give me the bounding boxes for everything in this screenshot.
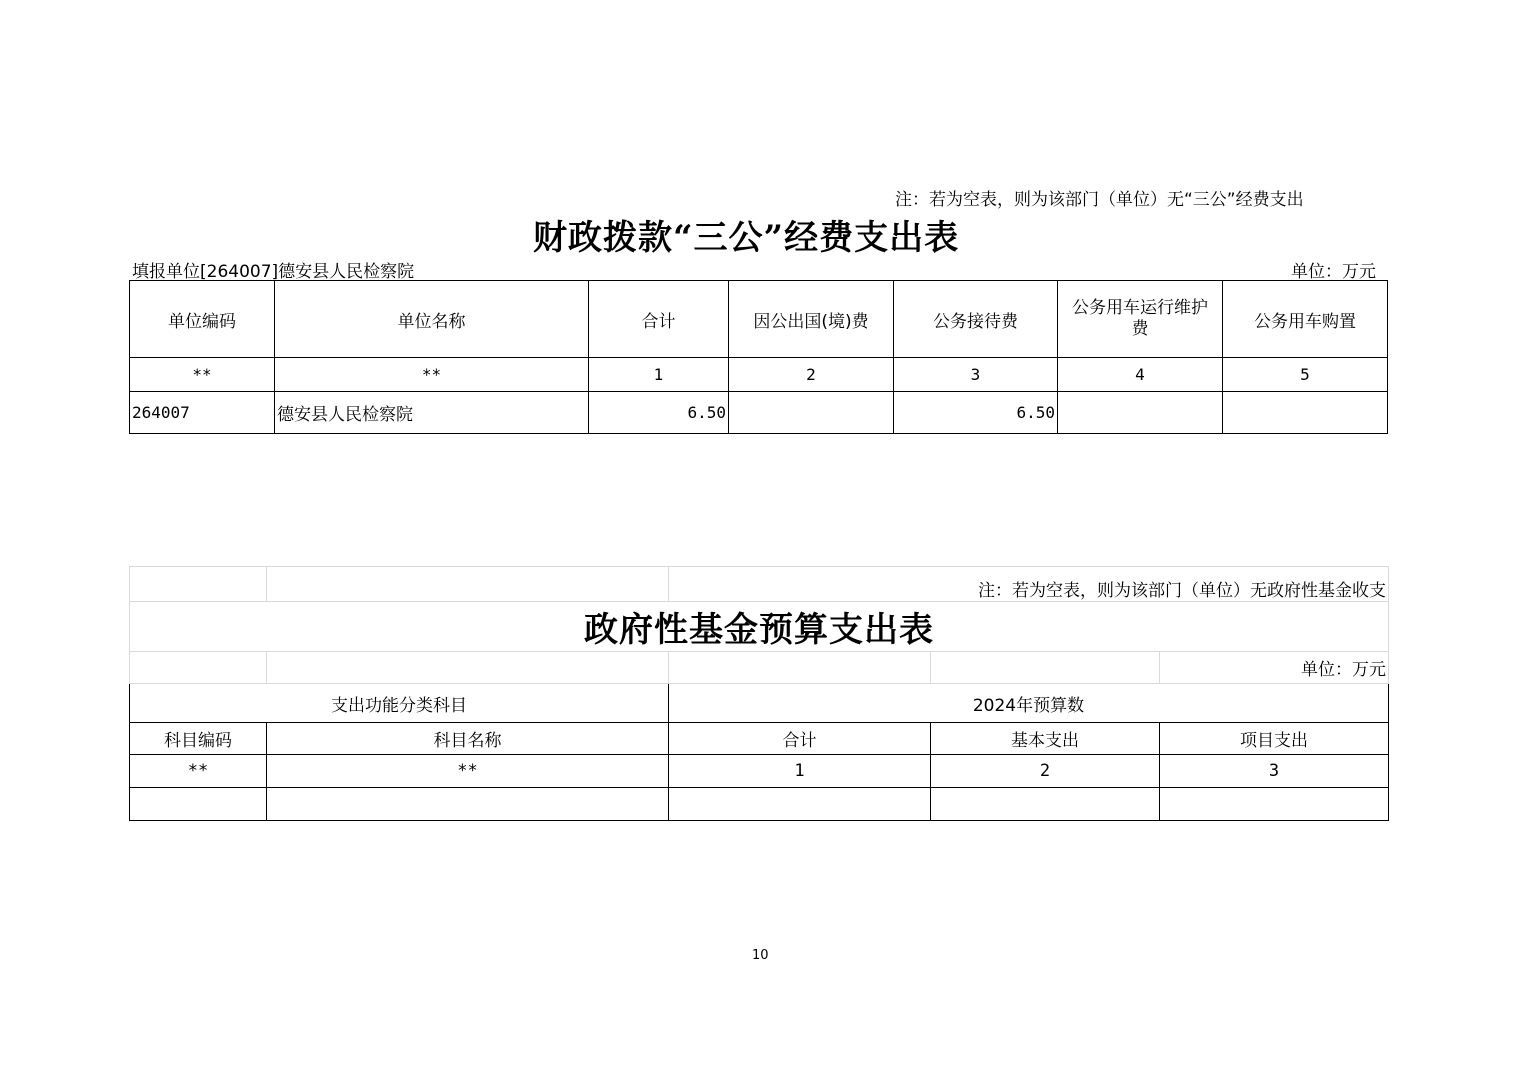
- table1-note: 注：若为空表，则为该部门（单位）无“三公”经费支出: [895, 190, 1304, 210]
- table1-unit: 单位：万元: [1291, 262, 1376, 282]
- header-cell: 公务接待费: [894, 281, 1058, 358]
- header-cell: 科目编码: [130, 723, 267, 755]
- table2-note-row: [130, 567, 1389, 602]
- index-cell: **: [130, 358, 275, 392]
- vehicle-operation-cell: [1058, 392, 1223, 434]
- table1-fill-unit: 填报单位[264007]德安县人民检察院: [132, 262, 415, 282]
- index-cell: 2: [931, 755, 1160, 788]
- index-cell: 1: [589, 358, 729, 392]
- table2-unit: 单位：万元: [1160, 652, 1389, 684]
- group-header-cell: 2024年预算数: [669, 684, 1389, 723]
- table2-unit-row: [130, 652, 1389, 684]
- index-cell: 1: [669, 755, 931, 788]
- table2-title: 政府性基金预算支出表: [130, 602, 1389, 652]
- subject-code-cell: [130, 788, 267, 821]
- total-cell: [669, 788, 931, 821]
- table2: [129, 566, 1389, 821]
- header-cell: 公务用车运行维护费: [1058, 281, 1223, 358]
- table2-note: 注：若为空表，则为该部门（单位）无政府性基金收支: [669, 567, 1389, 602]
- table1-header-row: [130, 281, 1388, 358]
- header-cell: 因公出国(境)费: [729, 281, 894, 358]
- index-cell: 2: [729, 358, 894, 392]
- header-cell: 单位名称: [275, 281, 589, 358]
- group-header-cell: 支出功能分类科目: [130, 684, 669, 723]
- reception-cell: 6.50: [894, 392, 1058, 434]
- header-cell: 合计: [589, 281, 729, 358]
- project-expense-cell: [1160, 788, 1389, 821]
- table1-title: 财政拨款“三公”经费支出表: [533, 218, 960, 258]
- page-number: 10: [752, 948, 769, 963]
- index-cell: 4: [1058, 358, 1223, 392]
- header-cell: 公务用车购置: [1223, 281, 1388, 358]
- index-cell: 3: [894, 358, 1058, 392]
- header-cell: 基本支出: [931, 723, 1160, 755]
- index-cell: 5: [1223, 358, 1388, 392]
- header-cell: 合计: [669, 723, 931, 755]
- unit-name-cell: 德安县人民检察院: [275, 392, 589, 434]
- table2-title-row: [130, 602, 1389, 652]
- index-cell: **: [267, 755, 669, 788]
- table1: [129, 280, 1388, 434]
- basic-expense-cell: [931, 788, 1160, 821]
- index-cell: 3: [1160, 755, 1389, 788]
- table1-index-row: [130, 358, 1388, 392]
- table2-index-row: [130, 755, 1389, 788]
- subject-name-cell: [267, 788, 669, 821]
- total-cell: 6.50: [589, 392, 729, 434]
- vehicle-purchase-cell: [1223, 392, 1388, 434]
- table2-group-header-row: [130, 684, 1389, 723]
- unit-code-cell: 264007: [130, 392, 275, 434]
- table-row: [130, 788, 1389, 821]
- overseas-cell: [729, 392, 894, 434]
- header-cell: 单位编码: [130, 281, 275, 358]
- table2-header-row: [130, 723, 1389, 755]
- index-cell: **: [130, 755, 267, 788]
- header-cell: 项目支出: [1160, 723, 1389, 755]
- index-cell: **: [275, 358, 589, 392]
- header-cell: 科目名称: [267, 723, 669, 755]
- table-row: [130, 392, 1388, 434]
